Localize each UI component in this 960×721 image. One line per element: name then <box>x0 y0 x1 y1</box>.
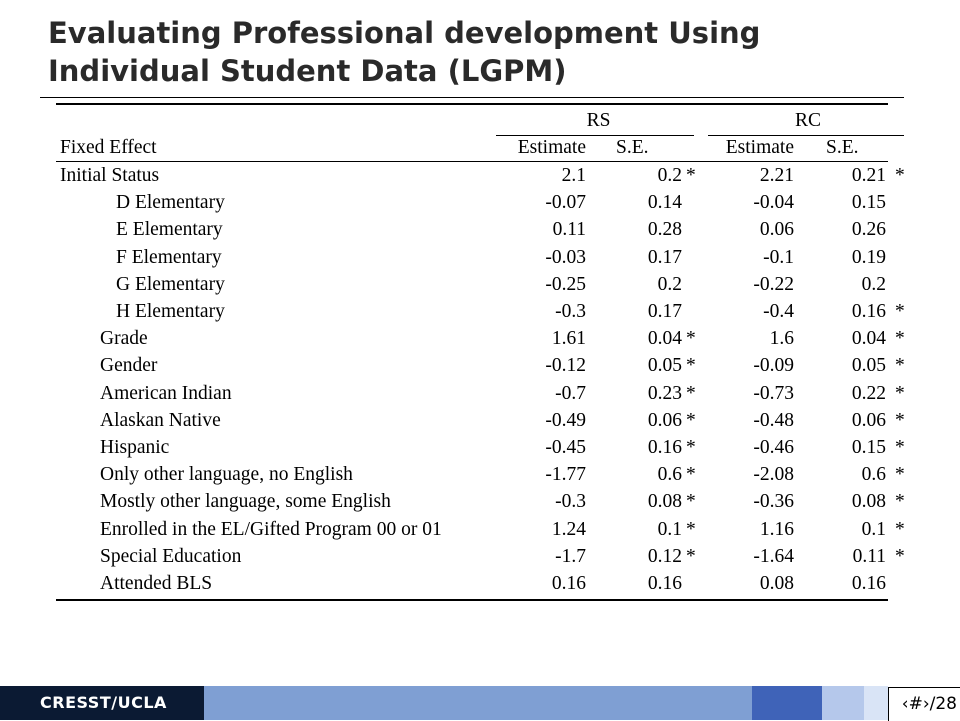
row-label: Hispanic <box>100 437 170 458</box>
rc-estimate: 0.06 <box>759 219 794 241</box>
rc-significance: * <box>895 355 905 377</box>
footer-segment-deep <box>752 686 822 720</box>
rs-significance <box>686 189 700 216</box>
table-body <box>56 105 905 599</box>
row-label: E Elementary <box>116 219 223 241</box>
rs-significance <box>686 298 700 325</box>
rs-significance: * <box>686 545 696 567</box>
column-header-fixed-effect: Fixed Effect <box>60 137 157 158</box>
row-label: Only other language, no English <box>100 464 353 486</box>
rc-significance <box>895 271 909 298</box>
rs-estimate: -1.7 <box>555 545 586 567</box>
page-number: ‹#›/28 <box>901 694 957 714</box>
rs-estimate: -0.3 <box>555 491 586 513</box>
rs-significance: * <box>686 382 696 404</box>
rc-estimate: 0.08 <box>759 573 794 594</box>
row-label: Alaskan Native <box>100 409 221 431</box>
rc-se: 0.16 <box>851 301 886 322</box>
rc-significance: * <box>895 545 905 567</box>
footer-segment-mid <box>204 686 752 720</box>
footer-bar <box>0 686 960 720</box>
row-label: H Elementary <box>116 301 225 322</box>
rs-estimate: -0.12 <box>545 355 586 377</box>
rs-estimate: -0.25 <box>545 273 586 295</box>
column-header-rc-estimate: Estimate <box>725 137 794 158</box>
rs-estimate: -1.77 <box>545 464 586 486</box>
rc-significance <box>895 189 909 216</box>
row-label: American Indian <box>100 382 232 404</box>
row-label: Grade <box>100 328 148 350</box>
row-label: F Elementary <box>116 246 222 268</box>
fixed-effects-table <box>56 103 905 601</box>
rs-estimate: -0.03 <box>545 246 586 268</box>
rc-estimate: 1.16 <box>759 518 794 540</box>
page-number-box <box>888 687 960 721</box>
footer-segment-pale <box>864 686 888 720</box>
rs-significance <box>686 570 700 597</box>
rs-estimate: -0.07 <box>545 192 586 214</box>
rc-se: 0.15 <box>851 437 886 458</box>
row-label: Initial Status <box>60 165 160 186</box>
slide-title: Evaluating Professional development Using Individual Student Data (LGPM) <box>48 16 761 88</box>
rs-se: 0.17 <box>647 301 682 322</box>
rc-se: 0.22 <box>851 382 886 404</box>
rs-estimate: 1.61 <box>551 328 586 350</box>
rc-se: 0.2 <box>861 273 886 295</box>
row-label: Attended BLS <box>100 573 213 594</box>
rc-significance <box>895 570 909 597</box>
rc-se: 0.26 <box>851 219 886 241</box>
rs-significance: * <box>686 437 696 458</box>
footer-brand-block <box>36 686 204 720</box>
rs-estimate: 2.1 <box>561 165 586 186</box>
rs-estimate: -0.7 <box>555 382 586 404</box>
column-header-rc-se: S.E. <box>826 137 859 158</box>
rc-se: 0.15 <box>851 192 886 214</box>
rs-se: 0.06 <box>647 409 682 431</box>
rs-significance: * <box>686 518 696 540</box>
rc-significance: * <box>895 382 905 404</box>
rc-estimate: -1.64 <box>753 545 794 567</box>
rs-se: 0.17 <box>647 246 682 268</box>
rc-estimate: -0.48 <box>753 409 794 431</box>
rc-se: 0.05 <box>851 355 886 377</box>
row-label: D Elementary <box>116 192 225 214</box>
rc-estimate: -0.22 <box>753 273 794 295</box>
rc-significance: * <box>895 409 905 431</box>
column-header-rs-se: S.E. <box>616 137 649 158</box>
brand-logo-text: CRESST/UCLA <box>40 693 167 712</box>
rc-se: 0.1 <box>861 518 886 540</box>
rc-significance: * <box>895 518 905 540</box>
row-label: Gender <box>100 355 158 377</box>
group-header-rc: RC <box>794 110 821 131</box>
rc-se: 0.08 <box>851 491 886 513</box>
rs-significance: * <box>686 355 696 377</box>
rs-se: 0.1 <box>657 518 682 540</box>
title-divider <box>40 97 904 98</box>
rs-significance: * <box>686 464 696 486</box>
rs-se: 0.05 <box>647 355 682 377</box>
rc-estimate: -0.73 <box>753 382 794 404</box>
rs-significance <box>686 216 700 243</box>
row-label: G Elementary <box>116 273 225 295</box>
rc-estimate: -2.08 <box>753 464 794 486</box>
column-header-rs-estimate: Estimate <box>517 137 586 158</box>
rc-estimate: 1.6 <box>769 328 794 350</box>
rc-estimate: 2.21 <box>759 165 794 186</box>
rs-se: 0.23 <box>647 382 682 404</box>
rs-se: 0.28 <box>647 219 682 241</box>
rs-estimate: -0.49 <box>545 409 586 431</box>
rc-estimate: -0.46 <box>753 437 794 458</box>
row-label: Mostly other language, some English <box>100 491 391 513</box>
rs-significance: * <box>686 409 696 431</box>
rc-se: 0.11 <box>852 545 886 567</box>
footer-segment-light <box>822 686 864 720</box>
rs-se: 0.2 <box>657 165 682 186</box>
footer-segment-left <box>0 686 36 720</box>
rs-se: 0.08 <box>647 491 682 513</box>
rc-significance <box>895 244 909 271</box>
rs-estimate: -0.3 <box>555 301 586 322</box>
rc-se: 0.19 <box>851 246 886 268</box>
rs-se: 0.12 <box>647 545 682 567</box>
rc-se: 0.21 <box>851 165 886 186</box>
rs-se: 0.2 <box>657 273 682 295</box>
rs-se: 0.16 <box>647 437 682 458</box>
rc-significance: * <box>895 464 905 486</box>
rs-significance <box>686 244 700 271</box>
rc-estimate: -0.09 <box>753 355 794 377</box>
rs-significance: * <box>686 491 696 513</box>
row-label: Special Education <box>100 545 242 567</box>
rs-se: 0.04 <box>647 328 682 350</box>
rc-se: 0.6 <box>861 464 886 486</box>
rc-significance: * <box>895 491 905 513</box>
rc-se: 0.06 <box>851 409 886 431</box>
rc-estimate: -0.1 <box>763 246 794 268</box>
rs-significance: * <box>686 165 696 186</box>
rs-estimate: 1.24 <box>551 518 586 540</box>
rs-se: 0.6 <box>657 464 682 486</box>
row-label: Enrolled in the EL/Gifted Program 00 or 01 <box>100 518 442 540</box>
rs-estimate: -0.45 <box>545 437 586 458</box>
rc-se: 0.04 <box>851 328 886 350</box>
rs-se: 0.14 <box>647 192 682 214</box>
rc-significance <box>895 216 909 243</box>
rc-significance: * <box>895 437 905 458</box>
rc-significance: * <box>895 165 905 186</box>
rs-significance <box>686 271 700 298</box>
rc-estimate: -0.04 <box>753 192 794 214</box>
rc-significance: * <box>895 328 905 350</box>
rc-estimate: -0.36 <box>753 491 794 513</box>
rc-estimate: -0.4 <box>763 301 794 322</box>
rs-significance: * <box>686 328 696 350</box>
rs-estimate: 0.16 <box>551 573 586 594</box>
group-header-rs: RS <box>586 110 611 131</box>
rs-estimate: 0.11 <box>552 219 586 241</box>
rc-se: 0.16 <box>851 573 886 594</box>
rs-se: 0.16 <box>647 573 682 594</box>
rc-significance: * <box>895 301 905 322</box>
